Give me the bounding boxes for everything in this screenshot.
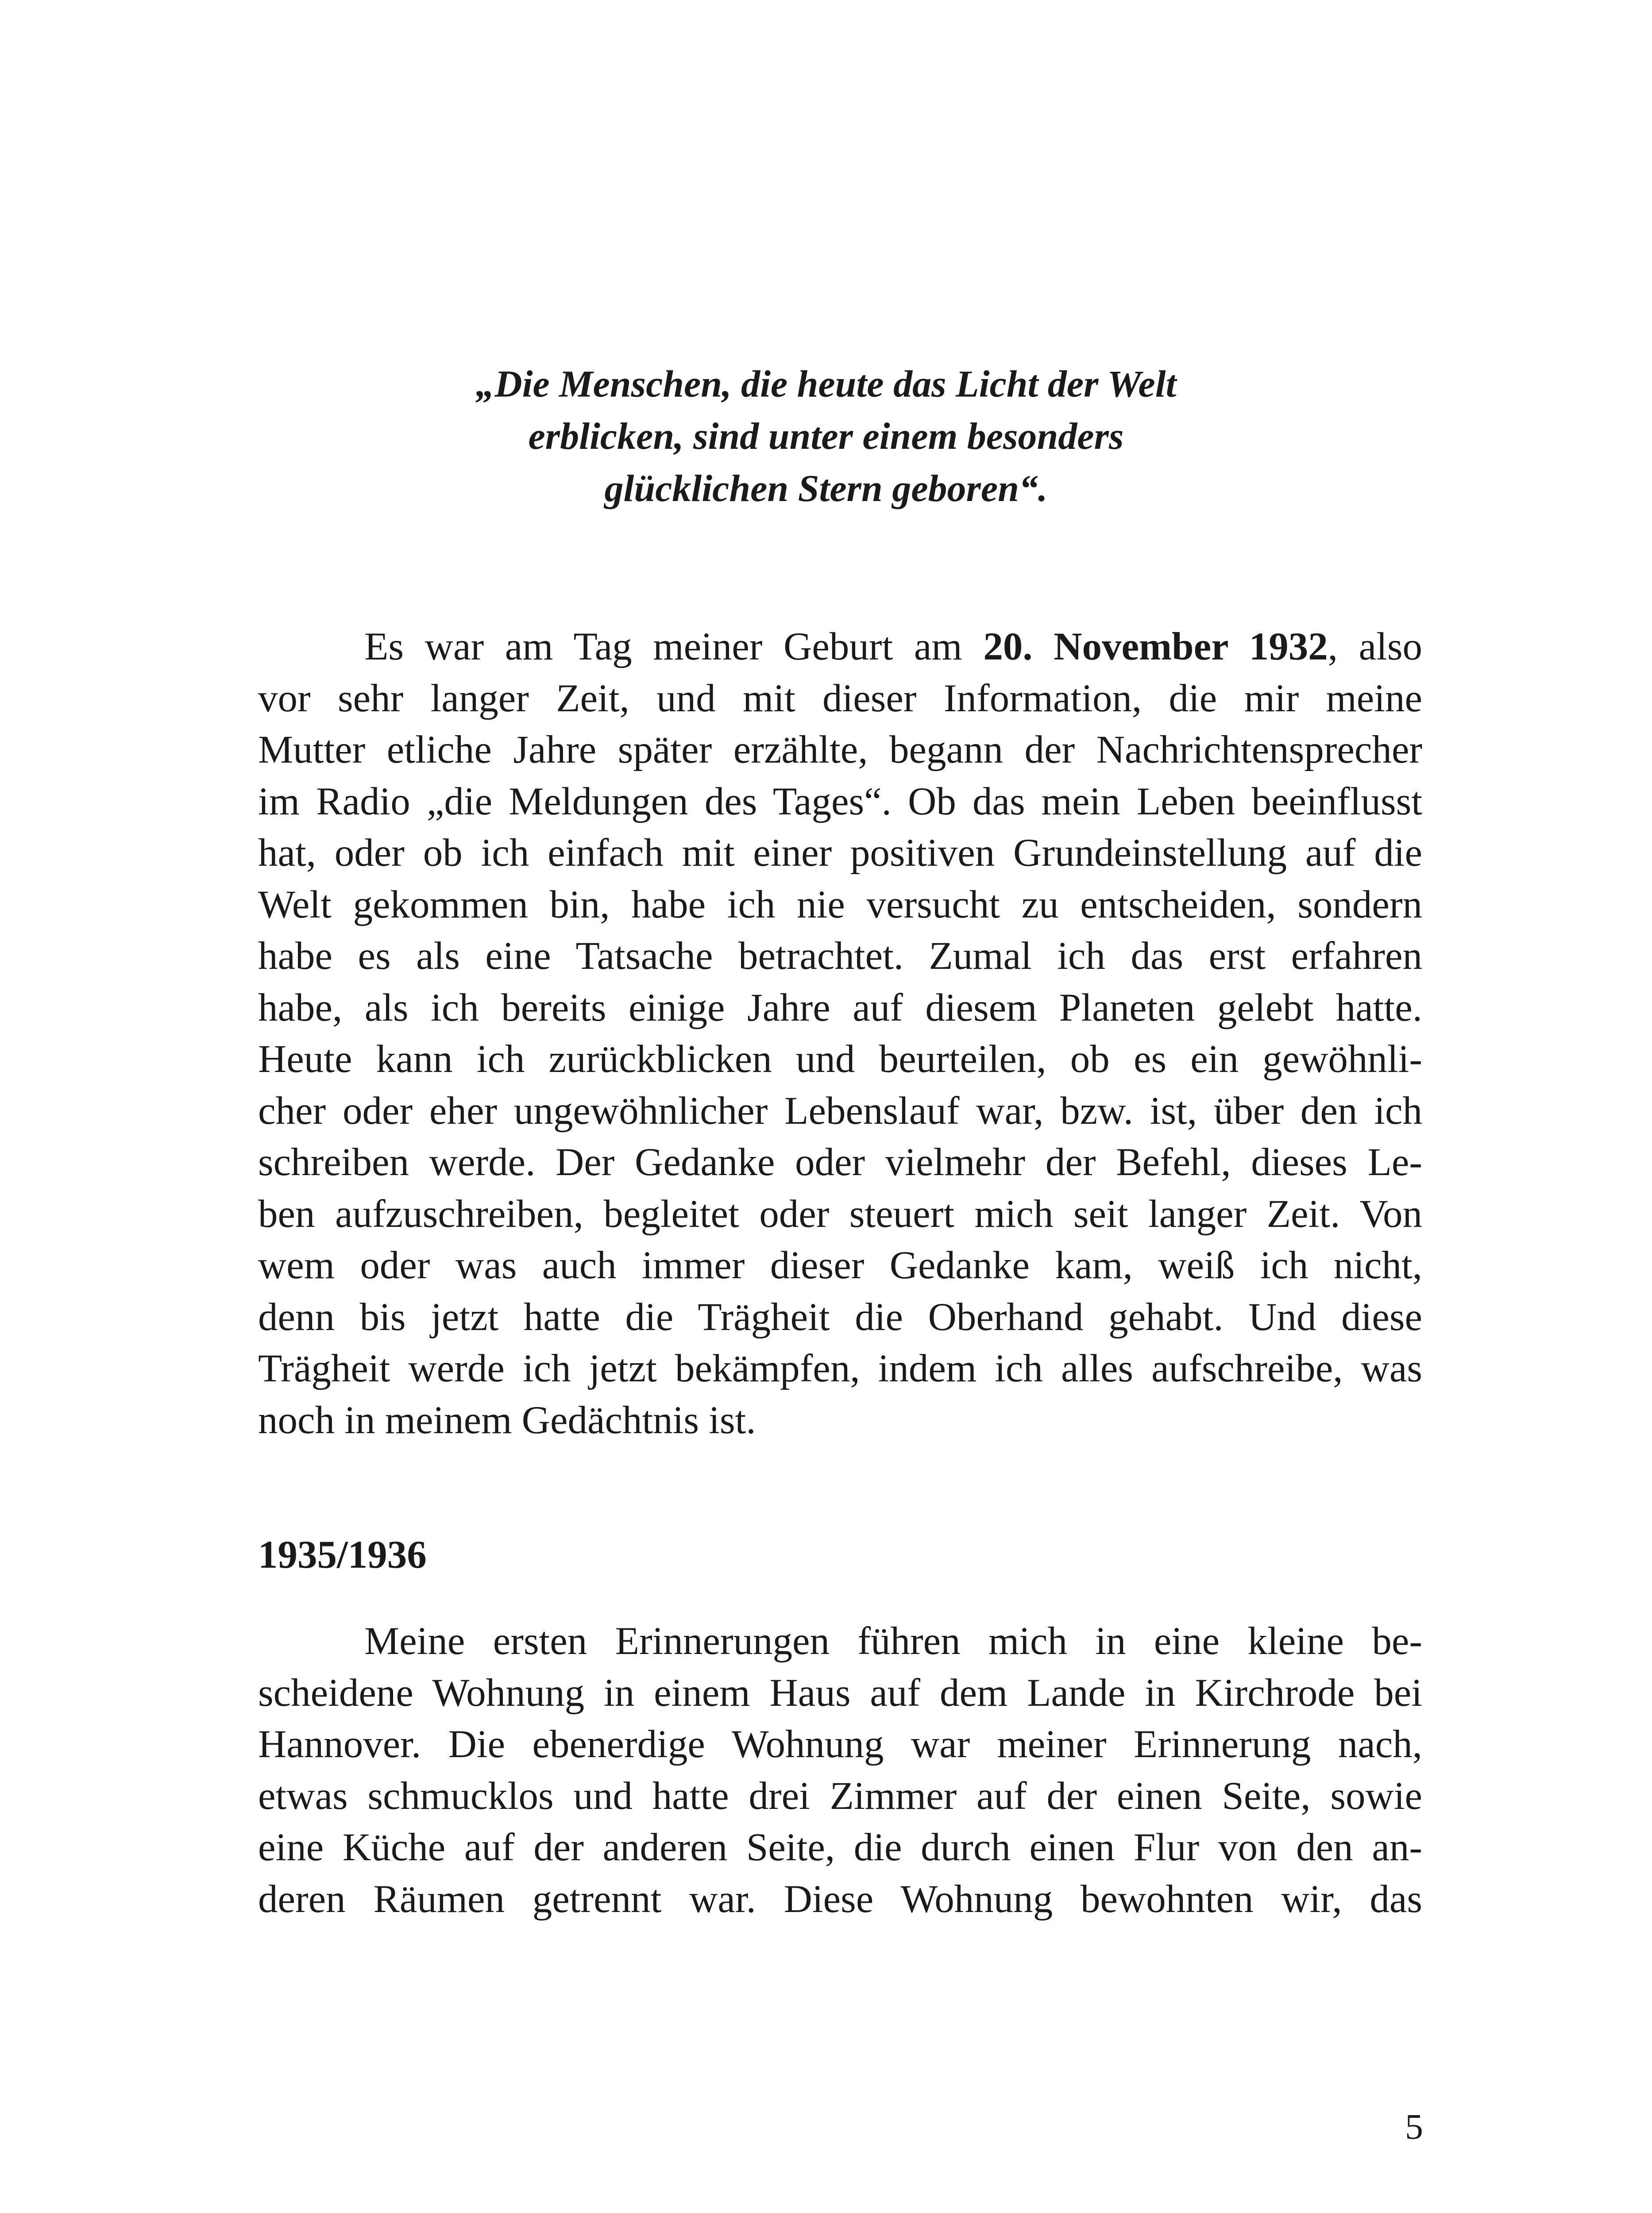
paragraph-line: noch in meinem Gedächtnis ist. <box>258 1398 756 1442</box>
paragraph-line: deren Räumen getrennt war. Diese Wohnung bewohnten wir, das <box>258 1877 1422 1921</box>
paragraph-line: habe es als eine Tatsache betrachtet. Zumal ich das erst erfahren <box>258 934 1422 978</box>
motto-line: „Die Menschen, die heute das Licht der Welt <box>475 362 1177 405</box>
paragraph-line: vor sehr langer Zeit, und mit dieser Information, die mir meine <box>258 676 1422 720</box>
paragraph-line: im Radio „die Meldungen des Tages“. Ob das mein Leben beeinflusst <box>258 779 1422 823</box>
paragraph-first-memories <box>258 1615 1422 1925</box>
motto-line: glücklichen Stern geboren“. <box>604 467 1048 509</box>
section-heading: 1935/1936 <box>258 1533 427 1577</box>
paragraph-line: Welt gekommen bin, habe ich nie versucht zu entscheiden, sondern <box>258 883 1422 926</box>
paragraph-line <box>258 621 1422 673</box>
text-run: , also <box>1328 625 1422 668</box>
motto-quote <box>398 358 1254 514</box>
birth-date: 20. November 1932 <box>983 625 1328 668</box>
page-number: 5 <box>1405 2106 1423 2147</box>
paragraph-line: Trägheit werde ich jetzt bekämpfen, indem ich alles aufschreibe, was <box>258 1347 1422 1390</box>
paragraph-line: scheidene Wohnung in einem Haus auf dem Lande in Kirchrode bei <box>258 1671 1422 1715</box>
paragraph-line: ben aufzuschreiben, begleitet oder steuert mich seit langer Zeit. Von <box>258 1192 1422 1236</box>
paragraph-line: etwas schmucklos und hatte drei Zimmer auf der einen Seite, sowie <box>258 1774 1422 1818</box>
text-run: Es war am Tag meiner Geburt am <box>364 625 984 668</box>
paragraph-line: Heute kann ich zurückblicken und beurteilen, ob es ein gewöhnli- <box>258 1037 1422 1081</box>
paragraph-line: wem oder was auch immer dieser Gedanke kam, weiß ich nicht, <box>258 1244 1422 1287</box>
paragraph-birth <box>258 621 1422 1446</box>
paragraph-line: habe, als ich bereits einige Jahre auf diesem Planeten gelebt hatte. <box>258 986 1422 1029</box>
paragraph-line: Meine ersten Erinnerungen führen mich in eine kleine be- <box>364 1619 1422 1663</box>
paragraph-line: denn bis jetzt hatte die Trägheit die Oberhand gehabt. Und diese <box>258 1295 1422 1339</box>
motto-line: erblicken, sind unter einem besonders <box>528 415 1124 457</box>
paragraph-line: cher oder eher ungewöhnlicher Lebenslauf war, bzw. ist, über den ich <box>258 1089 1422 1133</box>
paragraph-line: schreiben werde. Der Gedanke oder vielmehr der Befehl, dieses Le- <box>258 1141 1422 1184</box>
paragraph-line: eine Küche auf der anderen Seite, die durch einen Flur von den an- <box>258 1826 1422 1869</box>
paragraph-line: Hannover. Die ebenerdige Wohnung war meiner Erinnerung nach, <box>258 1723 1422 1766</box>
paragraph-line: Mutter etliche Jahre später erzählte, begann der Nachrichtensprecher <box>258 728 1422 771</box>
paragraph-line: hat, oder ob ich einfach mit einer positiven Grundeinstellung auf die <box>258 831 1422 875</box>
